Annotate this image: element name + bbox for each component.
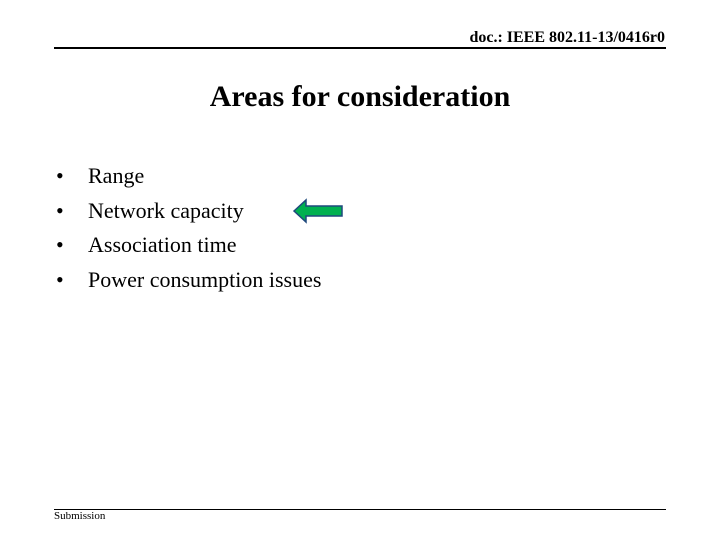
bullet-text: Power consumption issues [88,266,322,292]
bullet-marker: • [56,197,64,223]
footer-label: Submission [54,510,106,522]
slide-title: Areas for consideration [209,80,511,113]
header-divider [54,47,666,49]
footer-divider [54,509,666,510]
bullet-marker: • [56,163,64,188]
left-arrow-icon [292,198,344,224]
bullet-text: Network capacity [88,197,244,223]
bullet-marker: • [56,232,64,257]
bullet-marker: • [56,266,64,292]
document-id: doc.: IEEE 802.11-13/0416r0 [469,29,665,46]
arrow-shape [294,200,342,222]
bullet-text: Association time [88,232,237,257]
bullet-text: Range [88,163,145,188]
